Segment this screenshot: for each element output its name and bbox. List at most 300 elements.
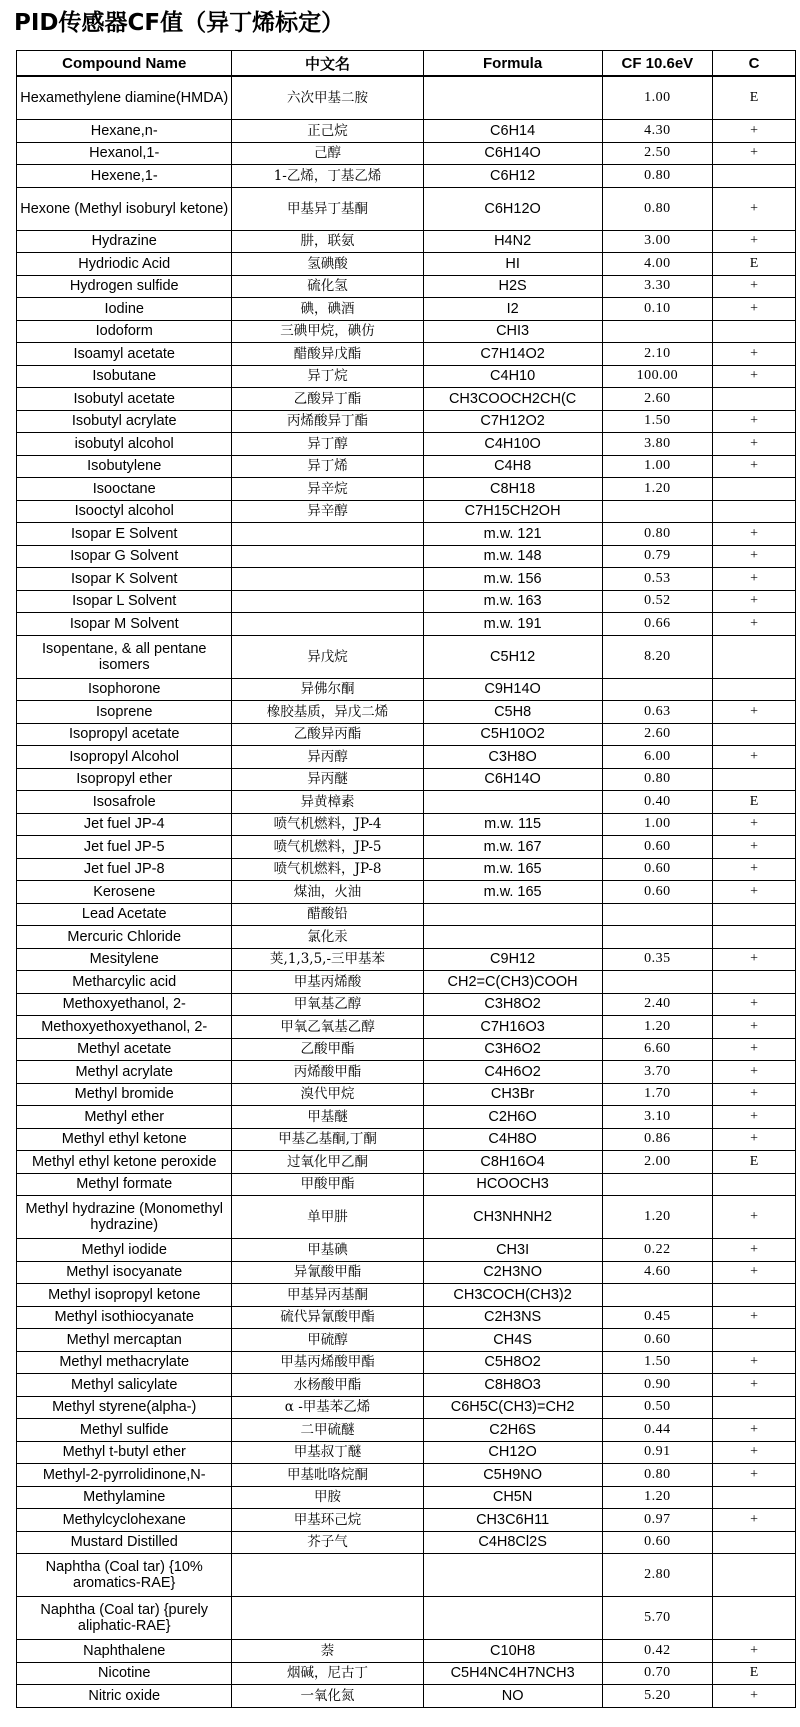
- table-row: [17, 120, 796, 143]
- cell-compound-name: Isooctane: [17, 478, 232, 501]
- cell-formula: C6H12O: [423, 187, 602, 230]
- cell-formula: C6H14O: [423, 768, 602, 791]
- cell-chinese-name: 过氧化甲乙酮: [232, 1151, 423, 1174]
- cell-cf-value: 6.00: [602, 746, 712, 769]
- cell-formula: C5H10O2: [423, 723, 602, 746]
- cell-cf-value: 3.10: [602, 1106, 712, 1129]
- table-row: [17, 365, 796, 388]
- table-row: [17, 1419, 796, 1442]
- cell-c: +: [713, 298, 796, 321]
- cell-cf-value: 0.53: [602, 568, 712, 591]
- table-row: [17, 165, 796, 188]
- cell-c: +: [713, 836, 796, 859]
- cell-cf-value: 0.90: [602, 1374, 712, 1397]
- cell-formula: CH3COCH(CH3)2: [423, 1284, 602, 1307]
- cell-chinese-name: 碘，碘酒: [232, 298, 423, 321]
- cell-compound-name: Mesitylene: [17, 948, 232, 971]
- cell-cf-value: 0.80: [602, 165, 712, 188]
- cell-chinese-name: 喷气机燃料，JP-8: [232, 858, 423, 881]
- cell-c: [713, 320, 796, 343]
- cell-chinese-name: 甲胺: [232, 1486, 423, 1509]
- cell-compound-name: Kerosene: [17, 881, 232, 904]
- cell-compound-name: Methyl ethyl ketone peroxide: [17, 1151, 232, 1174]
- table-row: [17, 275, 796, 298]
- cell-cf-value: 3.30: [602, 275, 712, 298]
- cell-formula: C7H12O2: [423, 410, 602, 433]
- table-row: [17, 1151, 796, 1174]
- cell-cf-value: [602, 903, 712, 926]
- table-row: [17, 343, 796, 366]
- cell-chinese-name: 肼，联氨: [232, 230, 423, 253]
- cell-compound-name: Naphtha (Coal tar) {purely aliphatic-RAE}: [17, 1597, 232, 1640]
- cell-formula: CHI3: [423, 320, 602, 343]
- table-row: [17, 76, 796, 120]
- table-row: [17, 253, 796, 276]
- cell-cf-value: 3.80: [602, 433, 712, 456]
- cell-compound-name: Methyl isothiocyanate: [17, 1306, 232, 1329]
- header-c: C: [713, 51, 796, 77]
- cell-chinese-name: 醋酸异戊酯: [232, 343, 423, 366]
- cell-chinese-name: 甲氧基乙醇: [232, 993, 423, 1016]
- cell-chinese-name: 甲氧乙氧基乙醇: [232, 1016, 423, 1039]
- cell-compound-name: Jet fuel JP-8: [17, 858, 232, 881]
- cell-formula: CH3Br: [423, 1083, 602, 1106]
- cell-compound-name: Isobutane: [17, 365, 232, 388]
- table-row: [17, 1486, 796, 1509]
- cell-compound-name: Jet fuel JP-5: [17, 836, 232, 859]
- cell-cf-value: 100.00: [602, 365, 712, 388]
- cell-chinese-name: 异丁醇: [232, 433, 423, 456]
- cell-c: [713, 678, 796, 701]
- table-row: [17, 1662, 796, 1685]
- table-row: [17, 1351, 796, 1374]
- cell-chinese-name: 甲基碘: [232, 1239, 423, 1262]
- table-row: [17, 1464, 796, 1487]
- cell-compound-name: Methyl ether: [17, 1106, 232, 1129]
- cell-chinese-name: 甲基乙基酮,丁酮: [232, 1128, 423, 1151]
- cell-cf-value: 5.70: [602, 1597, 712, 1640]
- cell-chinese-name: 甲硫醇: [232, 1329, 423, 1352]
- cell-chinese-name: 乙酸异丁酯: [232, 388, 423, 411]
- cell-cf-value: 0.80: [602, 187, 712, 230]
- cell-compound-name: Isobutylene: [17, 455, 232, 478]
- cell-c: +: [713, 1306, 796, 1329]
- cell-compound-name: Hexone (Methyl isoburyl ketone): [17, 187, 232, 230]
- cell-compound-name: Iodoform: [17, 320, 232, 343]
- cell-cf-value: 2.50: [602, 142, 712, 165]
- cell-cf-value: 0.44: [602, 1419, 712, 1442]
- cell-c: [713, 165, 796, 188]
- cell-cf-value: 0.60: [602, 881, 712, 904]
- cell-cf-value: 0.86: [602, 1128, 712, 1151]
- cell-compound-name: Nicotine: [17, 1662, 232, 1685]
- cell-chinese-name: 甲基丙烯酸甲酯: [232, 1351, 423, 1374]
- table-body: [17, 76, 796, 1707]
- cell-compound-name: Metharcylic acid: [17, 971, 232, 994]
- cell-c: +: [713, 881, 796, 904]
- cell-c: +: [713, 1128, 796, 1151]
- cell-c: [713, 1486, 796, 1509]
- cell-c: E: [713, 791, 796, 814]
- cell-compound-name: Isopropyl ether: [17, 768, 232, 791]
- cell-compound-name: Isophorone: [17, 678, 232, 701]
- cell-chinese-name: 硫代异氰酸甲酯: [232, 1306, 423, 1329]
- table-row: [17, 836, 796, 859]
- cell-chinese-name: 氢碘酸: [232, 253, 423, 276]
- table-row: [17, 1284, 796, 1307]
- cell-chinese-name: 喷气机燃料，JP-4: [232, 813, 423, 836]
- table-row: [17, 903, 796, 926]
- cell-chinese-name: [232, 523, 423, 546]
- page-title: PID传感器CF值（异丁烯标定）: [14, 10, 345, 36]
- cell-compound-name: Methylcyclohexane: [17, 1509, 232, 1532]
- cell-chinese-name: 甲基醚: [232, 1106, 423, 1129]
- cell-formula: C2H3NO: [423, 1261, 602, 1284]
- cell-compound-name: Methyl-2-pyrrolidinone,N-: [17, 1464, 232, 1487]
- cell-c: +: [713, 1038, 796, 1061]
- table-row: [17, 1061, 796, 1084]
- cell-formula: C6H14O: [423, 142, 602, 165]
- cell-cf-value: 0.79: [602, 545, 712, 568]
- cell-cf-value: 2.60: [602, 388, 712, 411]
- cell-formula: CH5N: [423, 1486, 602, 1509]
- cell-compound-name: Nitric oxide: [17, 1685, 232, 1708]
- cell-compound-name: Isooctyl alcohol: [17, 500, 232, 523]
- table-row: [17, 1016, 796, 1039]
- table-row: [17, 1396, 796, 1419]
- cell-compound-name: Hexane,n-: [17, 120, 232, 143]
- cell-cf-value: [602, 1284, 712, 1307]
- cell-compound-name: Methoxyethanol, 2-: [17, 993, 232, 1016]
- cell-formula: C6H12: [423, 165, 602, 188]
- cell-formula: m.w. 191: [423, 613, 602, 636]
- cell-cf-value: 1.70: [602, 1083, 712, 1106]
- cell-compound-name: Methyl mercaptan: [17, 1329, 232, 1352]
- cell-chinese-name: 异丙醚: [232, 768, 423, 791]
- cell-compound-name: Hexamethylene diamine(HMDA): [17, 76, 232, 120]
- cell-c: [713, 1531, 796, 1554]
- cell-formula: C9H14O: [423, 678, 602, 701]
- header-compound-name: Compound Name: [17, 51, 232, 77]
- cell-chinese-name: 二甲硫醚: [232, 1419, 423, 1442]
- cell-cf-value: 0.45: [602, 1306, 712, 1329]
- cell-cf-value: 0.22: [602, 1239, 712, 1262]
- cell-cf-value: 0.60: [602, 1329, 712, 1352]
- table-row: [17, 410, 796, 433]
- cell-compound-name: Isosafrole: [17, 791, 232, 814]
- cell-formula: [423, 1554, 602, 1597]
- table-row: [17, 1239, 796, 1262]
- cell-cf-value: 0.10: [602, 298, 712, 321]
- table-header: [17, 51, 796, 77]
- cell-chinese-name: 1-乙烯，丁基乙烯: [232, 165, 423, 188]
- cell-compound-name: Methylamine: [17, 1486, 232, 1509]
- cell-c: +: [713, 1509, 796, 1532]
- cell-compound-name: Methyl acrylate: [17, 1061, 232, 1084]
- cell-c: +: [713, 523, 796, 546]
- cell-cf-value: 0.40: [602, 791, 712, 814]
- cell-formula: C4H6O2: [423, 1061, 602, 1084]
- cell-formula: C8H18: [423, 478, 602, 501]
- cell-formula: m.w. 167: [423, 836, 602, 859]
- cell-c: +: [713, 433, 796, 456]
- cell-formula: m.w. 115: [423, 813, 602, 836]
- cell-cf-value: 0.97: [602, 1509, 712, 1532]
- table-row: [17, 1173, 796, 1196]
- cell-cf-value: 2.10: [602, 343, 712, 366]
- table-row: [17, 230, 796, 253]
- cell-c: +: [713, 1106, 796, 1129]
- cell-compound-name: Methyl sulfide: [17, 1419, 232, 1442]
- table-row: [17, 881, 796, 904]
- cell-compound-name: Isoprene: [17, 701, 232, 724]
- table-row: [17, 298, 796, 321]
- cell-chinese-name: 溴代甲烷: [232, 1083, 423, 1106]
- cell-cf-value: 0.50: [602, 1396, 712, 1419]
- cell-c: +: [713, 343, 796, 366]
- cell-formula: C4H8: [423, 455, 602, 478]
- table-row: [17, 1374, 796, 1397]
- cell-formula: CH4S: [423, 1329, 602, 1352]
- cell-chinese-name: 己醇: [232, 142, 423, 165]
- cell-formula: CH12O: [423, 1441, 602, 1464]
- cell-formula: C3H8O: [423, 746, 602, 769]
- cell-c: +: [713, 230, 796, 253]
- cell-chinese-name: 三碘甲烷，碘仿: [232, 320, 423, 343]
- cell-chinese-name: 甲基异丙基酮: [232, 1284, 423, 1307]
- cell-chinese-name: 甲基吡咯烷酮: [232, 1464, 423, 1487]
- cell-compound-name: Methyl salicylate: [17, 1374, 232, 1397]
- cell-compound-name: Methoxyethoxyethanol, 2-: [17, 1016, 232, 1039]
- cell-formula: [423, 1597, 602, 1640]
- cell-cf-value: [602, 926, 712, 949]
- table-row: [17, 678, 796, 701]
- cell-chinese-name: 橡胶基质，异戊二烯: [232, 701, 423, 724]
- cell-formula: m.w. 156: [423, 568, 602, 591]
- cell-c: +: [713, 1464, 796, 1487]
- cell-formula: HCOOCH3: [423, 1173, 602, 1196]
- cell-c: +: [713, 1196, 796, 1239]
- cell-formula: CH3I: [423, 1239, 602, 1262]
- cell-formula: NO: [423, 1685, 602, 1708]
- cell-formula: C10H8: [423, 1640, 602, 1663]
- cell-formula: C5H9NO: [423, 1464, 602, 1487]
- cell-cf-value: 2.40: [602, 993, 712, 1016]
- cell-chinese-name: 硫化氢: [232, 275, 423, 298]
- table-row: [17, 500, 796, 523]
- cell-c: +: [713, 1419, 796, 1442]
- cell-compound-name: Isopropyl acetate: [17, 723, 232, 746]
- cell-cf-value: 1.20: [602, 1196, 712, 1239]
- cell-chinese-name: 芥子气: [232, 1531, 423, 1554]
- table-row: [17, 320, 796, 343]
- cell-cf-value: 1.00: [602, 455, 712, 478]
- cell-cf-value: 4.60: [602, 1261, 712, 1284]
- cell-compound-name: Methyl isocyanate: [17, 1261, 232, 1284]
- cell-formula: [423, 76, 602, 120]
- cell-formula: C7H16O3: [423, 1016, 602, 1039]
- cell-c: [713, 1597, 796, 1640]
- cell-chinese-name: [232, 613, 423, 636]
- cell-c: +: [713, 1351, 796, 1374]
- cell-chinese-name: 异丁烷: [232, 365, 423, 388]
- cell-chinese-name: 水杨酸甲酯: [232, 1374, 423, 1397]
- table-row: [17, 971, 796, 994]
- cell-cf-value: 0.60: [602, 858, 712, 881]
- cell-cf-value: 0.70: [602, 1662, 712, 1685]
- cell-c: +: [713, 1083, 796, 1106]
- cell-formula: C6H5C(CH3)=CH2: [423, 1396, 602, 1419]
- cell-c: E: [713, 76, 796, 120]
- cell-c: [713, 1554, 796, 1597]
- cell-c: [713, 903, 796, 926]
- cell-compound-name: Methyl formate: [17, 1173, 232, 1196]
- table-row: [17, 1329, 796, 1352]
- cell-formula: CH3C6H11: [423, 1509, 602, 1532]
- cell-cf-value: [602, 500, 712, 523]
- cell-formula: I2: [423, 298, 602, 321]
- table-row: [17, 701, 796, 724]
- cell-chinese-name: 六次甲基二胺: [232, 76, 423, 120]
- cell-compound-name: Jet fuel JP-4: [17, 813, 232, 836]
- cell-chinese-name: 一氧化氮: [232, 1685, 423, 1708]
- cell-formula: C3H6O2: [423, 1038, 602, 1061]
- cell-cf-value: 0.60: [602, 1531, 712, 1554]
- cell-c: +: [713, 1441, 796, 1464]
- cell-compound-name: Hexanol,1-: [17, 142, 232, 165]
- cell-cf-value: 3.00: [602, 230, 712, 253]
- cell-compound-name: isobutyl alcohol: [17, 433, 232, 456]
- cell-compound-name: Naphtha (Coal tar) {10% aromatics-RAE}: [17, 1554, 232, 1597]
- cell-formula: C4H8Cl2S: [423, 1531, 602, 1554]
- cell-compound-name: Naphthalene: [17, 1640, 232, 1663]
- cell-c: +: [713, 613, 796, 636]
- cell-c: +: [713, 701, 796, 724]
- cell-formula: C5H8: [423, 701, 602, 724]
- cell-c: +: [713, 1239, 796, 1262]
- table-row: [17, 948, 796, 971]
- cell-chinese-name: 异丙醇: [232, 746, 423, 769]
- cell-compound-name: Hydrazine: [17, 230, 232, 253]
- cell-cf-value: [602, 1173, 712, 1196]
- table-row: [17, 1083, 796, 1106]
- cell-chinese-name: 醋酸铅: [232, 903, 423, 926]
- cell-c: +: [713, 993, 796, 1016]
- cell-c: [713, 1284, 796, 1307]
- cell-chinese-name: 异氰酸甲酯: [232, 1261, 423, 1284]
- header-formula: Formula: [423, 51, 602, 77]
- cell-c: [713, 1173, 796, 1196]
- cell-chinese-name: [232, 1597, 423, 1640]
- cell-compound-name: Isopentane, & all pentane isomers: [17, 635, 232, 678]
- cell-formula: CH3NHNH2: [423, 1196, 602, 1239]
- table-row: [17, 455, 796, 478]
- cell-c: +: [713, 120, 796, 143]
- cell-formula: C7H14O2: [423, 343, 602, 366]
- cell-c: [713, 1329, 796, 1352]
- header-chinese-name: 中文名: [232, 51, 423, 77]
- table-row: [17, 1509, 796, 1532]
- cell-c: [713, 500, 796, 523]
- cell-cf-value: 0.80: [602, 1464, 712, 1487]
- cell-compound-name: Isoamyl acetate: [17, 343, 232, 366]
- cell-c: E: [713, 253, 796, 276]
- table-row: [17, 813, 796, 836]
- cell-cf-value: 0.63: [602, 701, 712, 724]
- table-row: [17, 723, 796, 746]
- cell-chinese-name: [232, 590, 423, 613]
- cell-cf-value: 0.80: [602, 768, 712, 791]
- cell-formula: [423, 791, 602, 814]
- cell-formula: [423, 903, 602, 926]
- cell-c: [713, 635, 796, 678]
- table-row: [17, 1306, 796, 1329]
- cell-compound-name: Isobutyl acetate: [17, 388, 232, 411]
- cell-cf-value: [602, 678, 712, 701]
- cell-compound-name: Mercuric Chloride: [17, 926, 232, 949]
- cell-cf-value: 0.35: [602, 948, 712, 971]
- cell-cf-value: [602, 320, 712, 343]
- cell-formula: C4H10O: [423, 433, 602, 456]
- cell-c: +: [713, 187, 796, 230]
- cell-chinese-name: 荚,1,3,5,-三甲基苯: [232, 948, 423, 971]
- table-row: [17, 1531, 796, 1554]
- cell-c: +: [713, 813, 796, 836]
- table-row: [17, 746, 796, 769]
- cell-compound-name: Isopar G Solvent: [17, 545, 232, 568]
- cell-formula: C3H8O2: [423, 993, 602, 1016]
- cell-cf-value: 3.70: [602, 1061, 712, 1084]
- cell-cf-value: 2.60: [602, 723, 712, 746]
- cell-formula: H2S: [423, 275, 602, 298]
- cell-cf-value: 2.80: [602, 1554, 712, 1597]
- cell-cf-value: 0.80: [602, 523, 712, 546]
- cell-cf-value: [602, 971, 712, 994]
- cell-chinese-name: 单甲肼: [232, 1196, 423, 1239]
- table-row: [17, 1597, 796, 1640]
- cell-chinese-name: 甲酸甲酯: [232, 1173, 423, 1196]
- cell-c: [713, 1396, 796, 1419]
- table-row: [17, 1685, 796, 1708]
- cell-cf-value: 1.20: [602, 478, 712, 501]
- cell-formula: [423, 926, 602, 949]
- cell-c: +: [713, 142, 796, 165]
- table-row: [17, 545, 796, 568]
- cell-c: +: [713, 1374, 796, 1397]
- cell-c: +: [713, 590, 796, 613]
- table-row: [17, 1261, 796, 1284]
- cell-cf-value: 1.50: [602, 410, 712, 433]
- table-row: [17, 590, 796, 613]
- cell-formula: m.w. 165: [423, 858, 602, 881]
- table-row: [17, 926, 796, 949]
- cell-formula: m.w. 163: [423, 590, 602, 613]
- cell-c: +: [713, 746, 796, 769]
- cell-c: [713, 478, 796, 501]
- cell-formula: m.w. 121: [423, 523, 602, 546]
- header-cf: CF 10.6eV: [602, 51, 712, 77]
- cell-chinese-name: 甲基异丁基酮: [232, 187, 423, 230]
- cell-chinese-name: 丙烯酸甲酯: [232, 1061, 423, 1084]
- cell-chinese-name: 甲基环己烷: [232, 1509, 423, 1532]
- cell-cf-value: 5.20: [602, 1685, 712, 1708]
- cell-cf-value: 6.60: [602, 1038, 712, 1061]
- table-row: [17, 791, 796, 814]
- cell-c: +: [713, 1640, 796, 1663]
- table-row: [17, 1441, 796, 1464]
- cell-compound-name: Methyl bromide: [17, 1083, 232, 1106]
- table-row: [17, 1128, 796, 1151]
